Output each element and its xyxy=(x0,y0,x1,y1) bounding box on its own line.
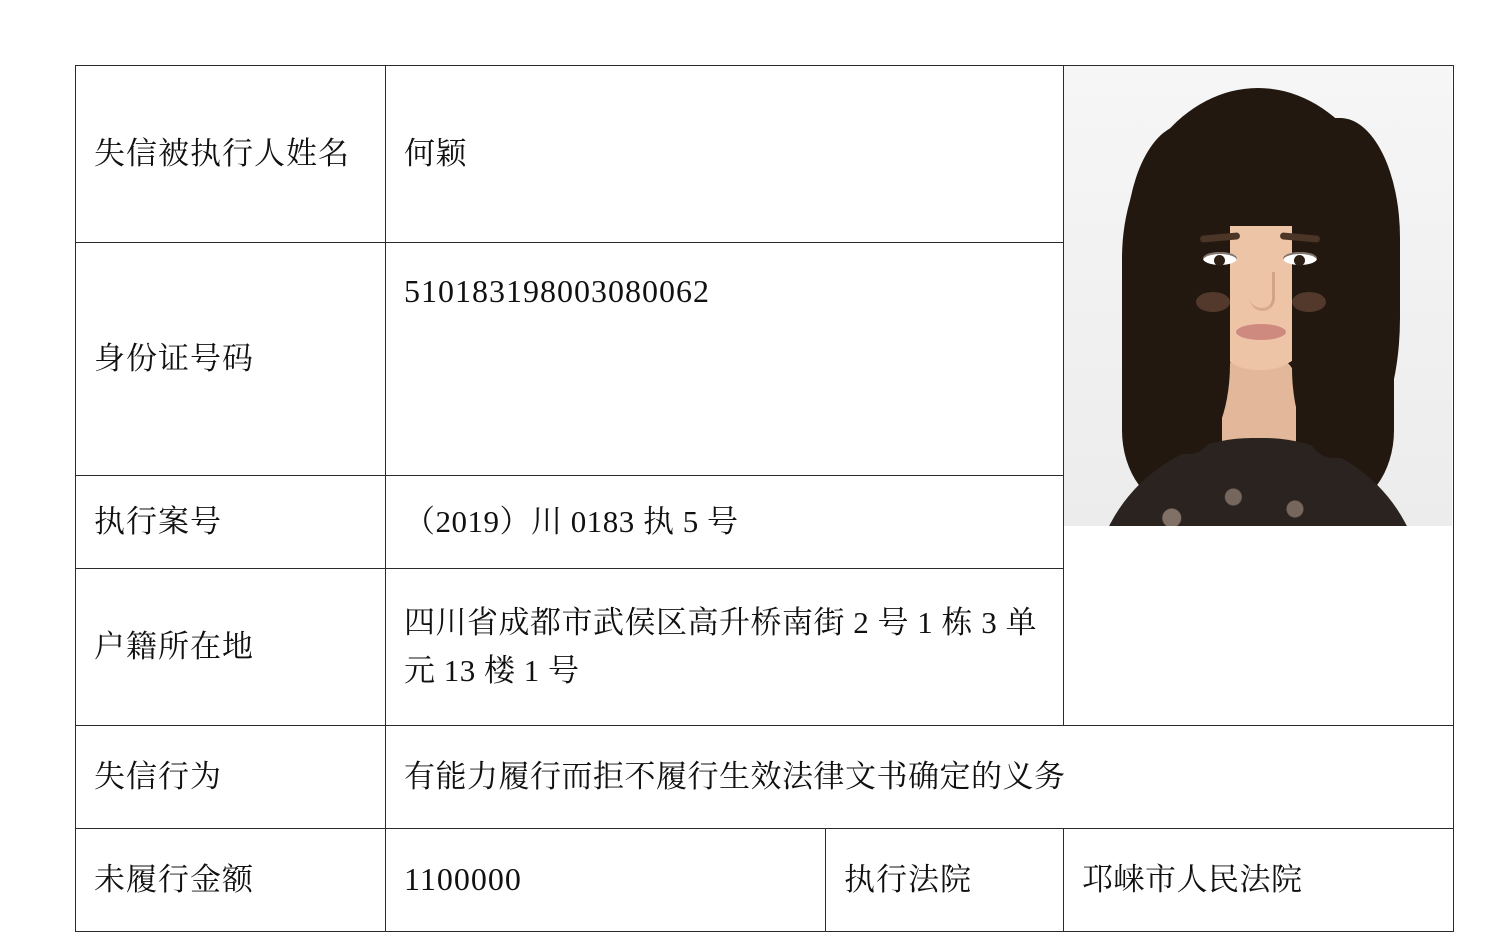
household-value: 四川省成都市武侯区高升桥南街 2 号 1 栋 3 单元 13 楼 1 号 xyxy=(386,569,1064,726)
table-row-behavior xyxy=(76,726,1454,829)
behavior-label: 失信行为 xyxy=(76,726,386,829)
court-value: 邛崃市人民法院 xyxy=(1064,829,1454,932)
id-number-value: 510183198003080062 xyxy=(386,243,1064,476)
table-row-name xyxy=(76,66,1454,243)
name-label: 失信被执行人姓名 xyxy=(76,66,386,243)
amount-value: 1100000 xyxy=(386,829,826,932)
behavior-value: 有能力履行而拒不履行生效法律文书确定的义务 xyxy=(386,726,1454,829)
debtor-information-table xyxy=(75,65,1454,932)
case-number-label: 执行案号 xyxy=(76,476,386,569)
household-label: 户籍所在地 xyxy=(76,569,386,726)
table-row-amount-court xyxy=(76,829,1454,932)
court-label: 执行法院 xyxy=(826,829,1064,932)
case-number-value: （2019）川 0183 执 5 号 xyxy=(386,476,1064,569)
amount-label: 未履行金额 xyxy=(76,829,386,932)
photo-cell xyxy=(1064,66,1454,726)
photo-frame xyxy=(1064,66,1453,663)
id-number-label: 身份证号码 xyxy=(76,243,386,476)
name-value: 何颖 xyxy=(386,66,1064,243)
debtor-portrait-image xyxy=(1064,66,1452,526)
